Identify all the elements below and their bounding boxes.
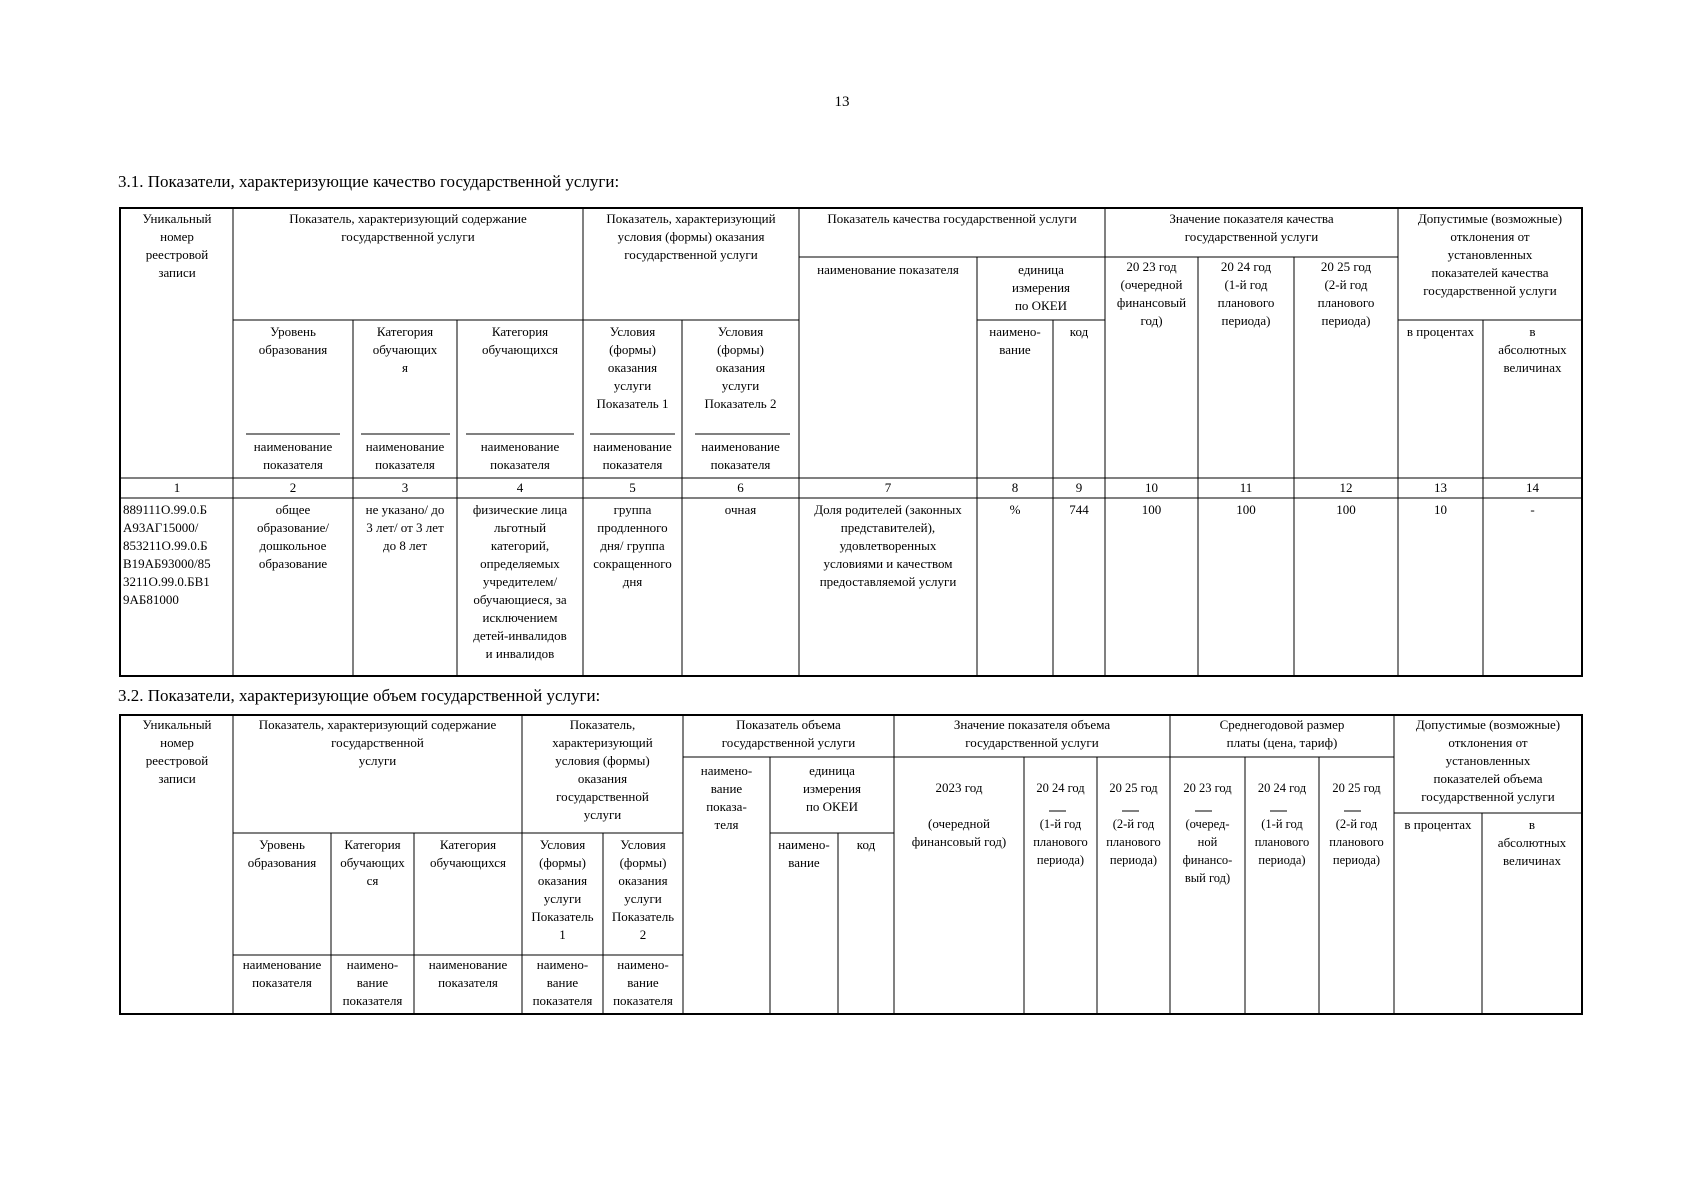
- section-title-quality: 3.1. Показатели, характеризующие качество государственной услуги:: [118, 172, 620, 191]
- t1-colnum: 8: [1011, 480, 1019, 495]
- t1-absolute: в абсолютных величинах: [1498, 324, 1567, 375]
- t1-row-indicator: Доля родителей (законных представителей), удовлетворенных условиями и качеством предоставляемой услуги: [814, 502, 962, 589]
- t1-header-registry: Уникальный номер реестровой записи: [142, 211, 212, 280]
- t1-row-registry: 889111О.99.0.Б А93АГ15000/ 853211О.99.0.Б В19АБ93000/85 3211О.99.0.БВ1 9АБ81000: [123, 502, 211, 607]
- t1-row-code: 744: [1069, 502, 1089, 517]
- t2-header-conditions: Показатель, характеризующий условия (формы) оказания государственной услуги: [552, 717, 653, 822]
- t1-colnum: 2: [289, 480, 297, 495]
- t1-colnum: 7: [884, 480, 892, 495]
- t1-colnum: 14: [1526, 480, 1539, 495]
- t1-indicator-name-header: наименование показателя: [817, 262, 959, 277]
- t1-sub-condition1: Условия (формы) оказания услуги Показатель 1: [596, 324, 669, 411]
- t1-colnum: 6: [737, 480, 744, 495]
- t2-unit-name: наимено- вание: [778, 837, 830, 870]
- t2-fee-2024: 20 24 год (1-й год планового периода): [1254, 781, 1310, 867]
- t1-sub-level: Уровень образования: [258, 324, 328, 357]
- t2-header-registry: Уникальный номер реестровой записи: [142, 717, 212, 786]
- t1-unit-header: единица измерения по ОКЕИ: [1011, 262, 1071, 313]
- t2-naim-3: наименование показателя: [428, 957, 508, 990]
- t2-value-2024: 20 24 год (1-й год планового периода): [1033, 781, 1088, 867]
- t2-value-2025: 20 25 год (2-й год планового периода): [1106, 781, 1161, 867]
- t1-colnum: 13: [1434, 480, 1447, 495]
- t1-header-quality: Показатель качества государственной услуги: [827, 211, 1077, 226]
- t2-absolute: в абсолютных величинах: [1497, 817, 1567, 868]
- t2-volume-name: наимено- вание показа- теля: [700, 763, 753, 832]
- t2-sub-category2: Категория обучающихся: [430, 837, 506, 870]
- t2-naim-2: наимено- вание показателя: [342, 957, 403, 1008]
- t1-year-2023: 20 23 год (очередной финансовый год): [1116, 259, 1187, 328]
- t2-sub-level: Уровень образования: [247, 837, 317, 870]
- t1-unit-code: код: [1069, 324, 1089, 339]
- t1-row-value-2025: 100: [1336, 502, 1356, 517]
- t2-header-value: Значение показателя объема государственной услуги: [953, 717, 1111, 750]
- t2-value-2023: 2023 год (очередной финансовый год): [911, 780, 1007, 849]
- t1-row-category1: не указано/ до 3 лет/ от 3 лет до 8 лет: [365, 502, 445, 553]
- t2-unit-code: код: [856, 837, 876, 852]
- t1-naim-1: наименование показателя: [253, 439, 333, 472]
- t1-naim-4: наименование показателя: [593, 439, 672, 472]
- t1-row-condition1: группа продленного дня/ группа сокращенного дня: [593, 502, 672, 589]
- t1-row-value-2023: 100: [1141, 502, 1162, 517]
- t1-header-content: Показатель, характеризующий содержание государственной услуги: [289, 211, 527, 244]
- t2-naim-1: наименование показателя: [242, 957, 322, 990]
- t1-sub-condition2: Условия (формы) оказания услуги Показатель 2: [704, 324, 777, 411]
- t1-year-2024: 20 24 год (1-й год планового периода): [1217, 259, 1275, 328]
- t1-colnum: 11: [1239, 480, 1253, 495]
- t1-colnum: 1: [173, 480, 181, 495]
- t2-header-deviation: Допустимые (возможные) отклонения от установленных показателей объема государственной услуги: [1415, 717, 1561, 804]
- t2-sub-category1: Категория обучающих ся: [340, 837, 405, 888]
- t1-sub-category1: Категория обучающих я: [372, 324, 438, 375]
- t1-row-condition2: очная: [724, 502, 757, 517]
- t1-sub-category2: Категория обучающихся: [482, 324, 558, 357]
- t2-header-content: Показатель, характеризующий содержание государственной услуги: [258, 717, 497, 768]
- t1-colnum: 10: [1145, 480, 1158, 495]
- t1-header-value: Значение показателя качества государственной услуги: [1169, 211, 1334, 244]
- t2-header-fee: Среднегодовой размер платы (цена, тариф): [1219, 717, 1345, 750]
- t1-row-percent: 10: [1434, 502, 1447, 517]
- t2-sub-condition2: Условия (формы) оказания услуги Показатель 2: [611, 837, 675, 942]
- t1-header-deviation: Допустимые (возможные) отклонения от установленных показателей качества государственной услуги: [1417, 211, 1563, 298]
- t2-header-volume: Показатель объема государственной услуги: [721, 717, 856, 750]
- t1-row-category2: физические лица льготный категорий, определяемых учредителем/ обучающиеся, за исключением детей-инвалидов и инвалидов: [472, 502, 568, 661]
- page-number: 13: [834, 94, 850, 110]
- t1-row-unit: %: [1009, 502, 1021, 517]
- t1-naim-5: наименование показателя: [701, 439, 780, 472]
- t1-row-absolute: -: [1530, 502, 1535, 517]
- t1-colnum: 5: [629, 480, 636, 495]
- t2-volume-unit: единица измерения по ОКЕИ: [802, 763, 862, 814]
- section-title-volume: 3.2. Показатели, характеризующие объем государственной услуги:: [118, 686, 601, 705]
- t1-row-level: общее образование/ дошкольное образование: [257, 502, 329, 571]
- t1-naim-3: наименование показателя: [480, 439, 560, 472]
- t2-fee-2025: 20 25 год (2-й год планового периода): [1329, 781, 1384, 867]
- t1-colnum: 9: [1075, 480, 1083, 495]
- t1-colnum: 3: [401, 480, 409, 495]
- t2-naim-5: наимено- вание показателя: [613, 957, 673, 1008]
- t1-percent: в процентах: [1406, 324, 1475, 339]
- t1-colnum: 12: [1339, 480, 1353, 495]
- t2-naim-4: наимено- вание показателя: [532, 957, 593, 1008]
- t2-percent: в процентах: [1404, 817, 1472, 832]
- t2-sub-condition1: Условия (формы) оказания услуги Показатель 1: [531, 837, 594, 942]
- t1-row-value-2024: 100: [1236, 502, 1256, 517]
- t1-year-2025: 20 25 год (2-й год планового периода): [1317, 259, 1375, 328]
- t2-fee-2023: 20 23 год (очеред- ной финансо- вый год): [1182, 781, 1233, 885]
- t1-header-conditions: Показатель, характеризующий условия (формы) оказания государственной услуги: [606, 211, 776, 262]
- t1-unit-name: наимено- вание: [989, 324, 1041, 357]
- t1-colnum: 4: [516, 480, 524, 495]
- t1-naim-2: наименование показателя: [365, 439, 445, 472]
